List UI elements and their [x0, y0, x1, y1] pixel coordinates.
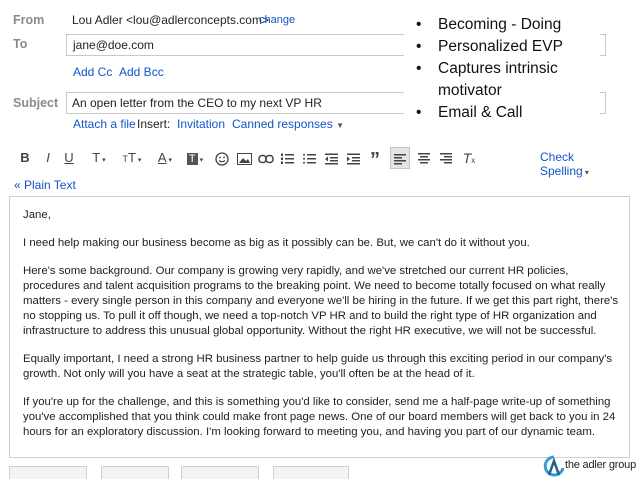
bottom-button[interactable] [181, 466, 259, 479]
highlight-button[interactable] [182, 147, 208, 169]
body-line: matters - every single person in this company and everyone we'll be hiring in the future. If we get this part right, there's [23, 295, 619, 307]
adler-group-logo [543, 455, 637, 479]
bottom-button[interactable] [101, 466, 169, 479]
greeting: Jane, [23, 209, 51, 221]
size-label: T [128, 150, 136, 165]
plain-text-link[interactable]: « Plain Text [14, 178, 76, 192]
bulleted-list-icon[interactable] [302, 147, 316, 169]
bold-button[interactable]: B [20, 150, 30, 165]
body-paragraph-1: I need help making our business become as big as it possibly can be. But, we can't do it without you. [23, 237, 530, 249]
quote-icon[interactable]: ” [370, 149, 380, 171]
emoticon-icon[interactable] [214, 147, 230, 169]
bullet-item: • Captures intrinsic [414, 58, 594, 80]
dropdown-arrow-icon: ▼ [336, 121, 344, 130]
from-label: From [13, 13, 45, 27]
text-color-button[interactable] [152, 147, 178, 169]
check-spelling-label: Check Spelling [540, 150, 583, 178]
logo-text: the adler group [565, 459, 636, 471]
indent-less-icon[interactable] [324, 147, 338, 169]
link-icon[interactable] [258, 147, 274, 169]
align-right-icon[interactable] [438, 147, 454, 169]
from-value: Lou Adler <lou@adlerconcepts.com> [72, 13, 269, 27]
image-icon[interactable] [236, 147, 252, 169]
size-button[interactable] [118, 147, 146, 169]
check-spelling-dropdown-icon: ▾ [582, 168, 589, 177]
bottom-button[interactable] [9, 466, 87, 479]
align-center-icon[interactable] [416, 147, 432, 169]
canned-responses-label: Canned responses [232, 117, 333, 131]
bottom-button-row [9, 466, 509, 479]
highlight-dropdown-icon: ▾ [197, 157, 204, 164]
change-from-link[interactable]: change [259, 14, 296, 26]
body-line: you've accomplished that you think could make front page news. One of our board members will get back to you in 24 [23, 411, 616, 423]
bullet-continuation: motivator [438, 82, 502, 99]
text-color-label: A [157, 150, 167, 165]
body-line: infrastructure to address this unusual global opportunity. Without the right HR executive, we will not be successful. [23, 325, 597, 337]
align-left-icon[interactable] [390, 147, 410, 169]
body-line: If you're up for the challenge, and this is something you'd like to consider, send me a half-page write-up of something [23, 396, 611, 408]
font-dropdown-icon: ▾ [100, 157, 106, 164]
check-spelling-menu[interactable] [540, 150, 612, 178]
logo-mark-icon [543, 455, 565, 479]
subject-label: Subject [13, 96, 59, 110]
to-label: To [13, 37, 28, 51]
highlight-label: T [188, 153, 196, 165]
add-cc-link[interactable]: Add Cc [73, 65, 113, 79]
formatting-toolbar [12, 147, 612, 178]
body-line: growth. Not only will you have a seat at the strategic table, you'll often be at the head of it. [23, 368, 475, 380]
add-bcc-link[interactable]: Add Bcc [119, 65, 164, 79]
remove-formatting-icon[interactable]: Tx [462, 150, 476, 166]
body-line: procedures and talent acquisition programs to the breaking point. We need to become totally focused on what really [23, 280, 606, 292]
body-line: Equally important, I need a strong HR business partner to help guide us through this exciting period in our company's [23, 353, 613, 365]
subject-value: An open letter from the CEO to my next VP HR [72, 96, 322, 110]
insert-label: Insert: [137, 117, 171, 131]
attach-file-link[interactable]: Attach a file [73, 117, 136, 131]
body-line: no stopping us. To pull it off though, we need a top-notch VP HR and to build the right type of HR organization and [23, 310, 597, 322]
font-button[interactable] [87, 147, 111, 169]
size-small-icon: T [122, 154, 129, 164]
slide-bullet-list [404, 12, 600, 147]
font-label: T [92, 150, 101, 165]
bullet-item: • Personalized EVP [414, 36, 594, 58]
text-color-dropdown-icon: ▾ [166, 157, 173, 164]
indent-more-icon[interactable] [346, 147, 360, 169]
insert-invitation-link[interactable]: Invitation [177, 117, 226, 131]
numbered-list-icon[interactable] [280, 147, 294, 169]
bullet-item: • Email & Call [414, 102, 594, 124]
bottom-button[interactable] [273, 466, 349, 479]
size-dropdown-icon: ▾ [135, 157, 142, 164]
canned-responses-menu[interactable] [232, 117, 344, 131]
italic-button[interactable]: I [46, 150, 50, 165]
underline-button[interactable]: U [64, 150, 74, 165]
body-line: Here's some background. Our company is growing very rapidly, and we've stretched our current HR policies, [23, 265, 569, 277]
to-value: jane@doe.com [73, 38, 154, 52]
bullet-item: • Becoming - Doing [414, 14, 594, 36]
message-body[interactable] [9, 196, 630, 458]
body-line: hours for an exploratory discussion. I'm looking forward to meeting you, and having you part of our dynamic team. [23, 426, 596, 438]
